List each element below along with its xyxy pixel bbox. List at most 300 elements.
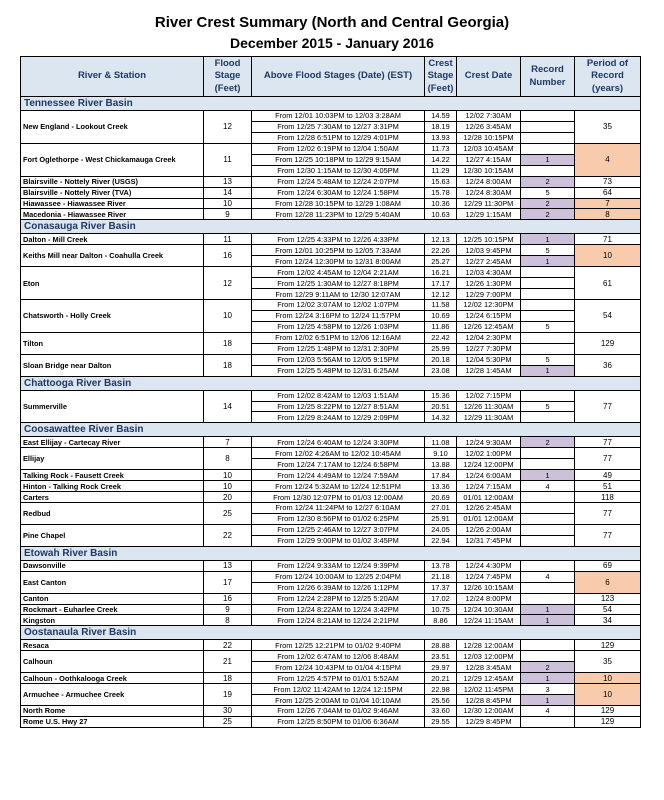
table-row — [21, 187, 641, 198]
crest-stage: 20.69 — [425, 492, 457, 503]
crest-stage: 22.94 — [425, 535, 457, 546]
station-name: East Canton — [21, 571, 204, 593]
flood-dates: From 12/24 11:24PM to 12/27 6:10AM — [252, 503, 425, 514]
flood-stage: 10 — [204, 300, 252, 333]
period-of-record: 54 — [575, 300, 641, 333]
crest-stage: 9.10 — [425, 448, 457, 459]
basin-name: Oostanaula River Basin — [21, 626, 641, 640]
table-row — [21, 571, 641, 582]
crest-date: 12/29 1:15AM — [457, 209, 521, 220]
record-number: 4 — [521, 571, 575, 582]
flood-stage: 11 — [204, 234, 252, 245]
period-of-record: 4 — [575, 143, 641, 176]
period-of-record: 77 — [575, 390, 641, 423]
crest-stage: 15.63 — [425, 176, 457, 187]
flood-dates: From 12/02 11:42AM to 12/24 12:15PM — [252, 684, 425, 695]
crest-date: 12/28 1:45AM — [457, 365, 521, 376]
basin-row — [21, 97, 641, 111]
flood-stage: 30 — [204, 706, 252, 717]
crest-date: 01/01 12:00AM — [457, 513, 521, 524]
crest-stage: 23.08 — [425, 365, 457, 376]
record-number — [521, 640, 575, 651]
station-name: Carters — [21, 492, 204, 503]
crest-stage: 22.98 — [425, 684, 457, 695]
crest-stage: 13.36 — [425, 481, 457, 492]
period-of-record: 64 — [575, 187, 641, 198]
record-number — [521, 121, 575, 132]
period-of-record: 10 — [575, 684, 641, 706]
flood-stage: 13 — [204, 560, 252, 571]
crest-stage: 13.78 — [425, 560, 457, 571]
flood-dates: From 12/26 6:39AM to 12/26 1:12PM — [252, 582, 425, 593]
station-name: Redbud — [21, 503, 204, 525]
crest-date: 12/03 4:30AM — [457, 267, 521, 278]
crest-date: 12/26 12:45AM — [457, 321, 521, 332]
station-name: Chatsworth - Holly Creek — [21, 300, 204, 333]
crest-stage: 14.59 — [425, 111, 457, 122]
flood-dates: From 12/25 2:00AM to 01/04 10:10AM — [252, 695, 425, 706]
record-number — [521, 343, 575, 354]
table-row — [21, 640, 641, 651]
flood-dates: From 12/02 6:47AM to 12/06 8:48AM — [252, 651, 425, 662]
record-number — [521, 332, 575, 343]
period-of-record: 54 — [575, 604, 641, 615]
flood-stage: 16 — [204, 593, 252, 604]
table-body — [21, 97, 641, 728]
flood-dates: From 12/25 5:48PM to 12/31 6:25AM — [252, 365, 425, 376]
table-row — [21, 470, 641, 481]
crest-date: 12/24 9:30AM — [457, 437, 521, 448]
record-number — [521, 535, 575, 546]
flood-stage: 25 — [204, 503, 252, 525]
crest-stage: 20.21 — [425, 673, 457, 684]
record-number — [521, 111, 575, 122]
flood-stage: 18 — [204, 354, 252, 376]
flood-dates: From 12/25 12:21PM to 01/02 9:40PM — [252, 640, 425, 651]
record-number — [521, 267, 575, 278]
station-name: Kingston — [21, 615, 204, 626]
record-number: 1 — [521, 604, 575, 615]
crest-stage: 33.60 — [425, 706, 457, 717]
station-name: Macedonia - Hiawassee River — [21, 209, 204, 220]
station-name: Summerville — [21, 390, 204, 423]
record-number — [521, 143, 575, 154]
period-of-record: 129 — [575, 716, 641, 727]
col-header-record-number: Record Number — [521, 57, 575, 97]
period-of-record: 34 — [575, 615, 641, 626]
period-of-record: 77 — [575, 448, 641, 470]
record-number: 5 — [521, 401, 575, 412]
station-name: Dalton - Mill Creek — [21, 234, 204, 245]
flood-dates: From 12/30 8:56PM to 01/02 6:25PM — [252, 513, 425, 524]
crest-stage: 22.26 — [425, 245, 457, 256]
flood-stage: 9 — [204, 604, 252, 615]
table-row — [21, 560, 641, 571]
crest-date: 12/29 8:45PM — [457, 716, 521, 727]
crest-date: 12/02 1:00PM — [457, 448, 521, 459]
flood-dates: From 12/24 8:22AM to 12/24 3:42PM — [252, 604, 425, 615]
table-row — [21, 615, 641, 626]
record-number — [521, 300, 575, 311]
period-of-record: 6 — [575, 571, 641, 593]
flood-dates: From 12/28 10:15PM to 12/29 1:08AM — [252, 198, 425, 209]
crest-stage: 25.99 — [425, 343, 457, 354]
flood-stage: 22 — [204, 524, 252, 546]
flood-dates: From 12/24 9:33AM to 12/24 9:39PM — [252, 560, 425, 571]
col-header-period-of-record: Period of Record (years) — [575, 57, 641, 97]
flood-stage: 18 — [204, 332, 252, 354]
flood-dates: From 12/02 4:26AM to 12/02 10:45AM — [252, 448, 425, 459]
flood-stage: 12 — [204, 111, 252, 144]
crest-stage: 27.01 — [425, 503, 457, 514]
record-number — [521, 132, 575, 143]
flood-dates: From 12/02 6:19PM to 12/04 1:50AM — [252, 143, 425, 154]
basin-row — [21, 546, 641, 560]
station-name: North Rome — [21, 706, 204, 717]
period-of-record: 35 — [575, 111, 641, 144]
crest-date: 12/24 7:15AM — [457, 481, 521, 492]
table-row — [21, 198, 641, 209]
table-row — [21, 684, 641, 695]
record-number — [521, 310, 575, 321]
flood-dates: From 12/01 10:03PM to 12/03 3:28AM — [252, 111, 425, 122]
record-number: 1 — [521, 470, 575, 481]
station-name: Tilton — [21, 332, 204, 354]
period-of-record: 8 — [575, 209, 641, 220]
crest-date: 12/03 9:45PM — [457, 245, 521, 256]
record-number: 2 — [521, 198, 575, 209]
record-number — [521, 651, 575, 662]
crest-date: 12/27 2:45AM — [457, 256, 521, 267]
col-header-station: River & Station — [21, 57, 204, 97]
flood-dates: From 12/24 5:32AM to 12/24 12:51PM — [252, 481, 425, 492]
flood-stage: 14 — [204, 390, 252, 423]
crest-date: 12/26 1:30PM — [457, 278, 521, 289]
flood-dates: From 12/25 4:33PM to 12/26 4:33PM — [252, 234, 425, 245]
record-number: 1 — [521, 154, 575, 165]
basin-name: Conasauga River Basin — [21, 220, 641, 234]
crest-stage: 25.91 — [425, 513, 457, 524]
basin-name: Chattooga River Basin — [21, 376, 641, 390]
station-name: Resaca — [21, 640, 204, 651]
flood-dates: From 12/28 6:51PM to 12/29 4:01PM — [252, 132, 425, 143]
station-name: Rockmart - Euharlee Creek — [21, 604, 204, 615]
record-number: 1 — [521, 673, 575, 684]
basin-name: Etowah River Basin — [21, 546, 641, 560]
record-number: 5 — [521, 245, 575, 256]
crest-stage: 10.69 — [425, 310, 457, 321]
record-number: 5 — [521, 321, 575, 332]
station-name: Calhoun — [21, 651, 204, 673]
period-of-record: 118 — [575, 492, 641, 503]
flood-dates: From 12/25 1:30AM to 12/27 8:18PM — [252, 278, 425, 289]
crest-date: 12/24 11:15AM — [457, 615, 521, 626]
record-number — [521, 582, 575, 593]
crest-date: 12/02 7:15PM — [457, 390, 521, 401]
flood-stage: 10 — [204, 470, 252, 481]
crest-stage: 10.63 — [425, 209, 457, 220]
period-of-record: 69 — [575, 560, 641, 571]
flood-dates: From 12/02 8:42AM to 12/03 1:51AM — [252, 390, 425, 401]
record-number — [521, 448, 575, 459]
table-row — [21, 245, 641, 256]
flood-dates: From 12/02 3:07AM to 12/02 1:07PM — [252, 300, 425, 311]
report-title: River Crest Summary (North and Central Georgia) — [154, 14, 510, 31]
crest-date: 12/28 12:00AM — [457, 640, 521, 651]
record-number: 1 — [521, 615, 575, 626]
station-name: Calhoun - Oothkalooga Creek — [21, 673, 204, 684]
table-row — [21, 706, 641, 717]
crest-stage: 29.55 — [425, 716, 457, 727]
period-of-record: 71 — [575, 234, 641, 245]
flood-stage: 11 — [204, 143, 252, 176]
table-row — [21, 716, 641, 727]
flood-dates: From 12/25 1:48PM to 12/31 2:30PM — [252, 343, 425, 354]
period-of-record: 7 — [575, 198, 641, 209]
crest-date: 01/01 12:00AM — [457, 492, 521, 503]
flood-stage: 19 — [204, 684, 252, 706]
station-name: Keiths Mill near Dalton - Coahulla Creek — [21, 245, 204, 267]
crest-date: 12/24 7:45PM — [457, 571, 521, 582]
table-row — [21, 354, 641, 365]
flood-stage: 21 — [204, 651, 252, 673]
station-name: East Ellijay - Cartecay River — [21, 437, 204, 448]
table-row — [21, 481, 641, 492]
crest-stage: 12.13 — [425, 234, 457, 245]
record-number: 5 — [521, 187, 575, 198]
flood-stage: 22 — [204, 640, 252, 651]
crest-stage: 17.84 — [425, 470, 457, 481]
flood-stage: 16 — [204, 245, 252, 267]
crest-stage: 23.51 — [425, 651, 457, 662]
flood-dates: From 12/25 8:50PM to 01/06 6:36AM — [252, 716, 425, 727]
flood-stage: 18 — [204, 673, 252, 684]
crest-date: 12/02 11:45PM — [457, 684, 521, 695]
table-row — [21, 332, 641, 343]
crest-date: 12/24 6:00AM — [457, 470, 521, 481]
record-number: 2 — [521, 209, 575, 220]
record-number — [521, 513, 575, 524]
station-name: Talking Rock - Fausett Creek — [21, 470, 204, 481]
flood-stage: 17 — [204, 571, 252, 593]
period-of-record: 129 — [575, 640, 641, 651]
crest-date: 12/24 10:30AM — [457, 604, 521, 615]
flood-stage: 10 — [204, 198, 252, 209]
record-number: 3 — [521, 684, 575, 695]
flood-dates: From 12/30 12:07PM to 01/03 12:00AM — [252, 492, 425, 503]
crest-date: 12/24 12:00PM — [457, 459, 521, 470]
flood-dates: From 12/24 12:30PM to 12/31 8:00AM — [252, 256, 425, 267]
crest-stage: 15.78 — [425, 187, 457, 198]
crest-date: 12/03 12:00PM — [457, 651, 521, 662]
basin-row — [21, 423, 641, 437]
flood-stage: 9 — [204, 209, 252, 220]
crest-stage: 17.17 — [425, 278, 457, 289]
flood-dates: From 12/24 6:40AM to 12/24 3:30PM — [252, 437, 425, 448]
header-row — [21, 57, 641, 97]
table-row — [21, 267, 641, 278]
crest-stage: 11.86 — [425, 321, 457, 332]
record-number — [521, 165, 575, 176]
period-of-record: 77 — [575, 524, 641, 546]
basin-row — [21, 220, 641, 234]
record-number: 2 — [521, 176, 575, 187]
crest-stage: 11.58 — [425, 300, 457, 311]
record-number: 1 — [521, 365, 575, 376]
crest-date: 12/26 11:30AM — [457, 401, 521, 412]
table-row — [21, 651, 641, 662]
flood-dates: From 12/28 11:23PM to 12/29 5:40AM — [252, 209, 425, 220]
crest-date: 12/04 2:30PM — [457, 332, 521, 343]
table-row — [21, 234, 641, 245]
basin-name: Coosawattee River Basin — [21, 423, 641, 437]
flood-stage: 25 — [204, 716, 252, 727]
station-name: Blairsville - Nottely River (USGS) — [21, 176, 204, 187]
record-number: 1 — [521, 256, 575, 267]
flood-dates: From 12/25 4:58PM to 12/26 1:03PM — [252, 321, 425, 332]
table-row — [21, 437, 641, 448]
table-row — [21, 143, 641, 154]
crest-date: 12/31 7:45PM — [457, 535, 521, 546]
record-number — [521, 560, 575, 571]
crest-stage: 24.05 — [425, 524, 457, 535]
basin-row — [21, 626, 641, 640]
table-row — [21, 593, 641, 604]
flood-stage: 13 — [204, 176, 252, 187]
station-name: Sloan Bridge near Dalton — [21, 354, 204, 376]
crest-stage: 25.27 — [425, 256, 457, 267]
record-number — [521, 289, 575, 300]
crest-date: 12/26 10:15AM — [457, 582, 521, 593]
crest-stage: 10.36 — [425, 198, 457, 209]
crest-date: 12/26 2:00AM — [457, 524, 521, 535]
record-number — [521, 593, 575, 604]
record-number — [521, 412, 575, 423]
record-number: 1 — [521, 234, 575, 245]
station-name: Hinton - Talking Rock Creek — [21, 481, 204, 492]
record-number — [521, 524, 575, 535]
crest-stage: 13.93 — [425, 132, 457, 143]
record-number: 4 — [521, 706, 575, 717]
crest-date: 12/24 6:15PM — [457, 310, 521, 321]
record-number: 4 — [521, 481, 575, 492]
crest-date: 12/02 7:30AM — [457, 111, 521, 122]
report-header — [0, 0, 664, 56]
flood-dates: From 12/24 2:28PM to 12/25 5:20AM — [252, 593, 425, 604]
flood-dates: From 12/24 10:00AM to 12/25 2:04PM — [252, 571, 425, 582]
period-of-record: 77 — [575, 437, 641, 448]
basin-row — [21, 376, 641, 390]
crest-date: 12/30 10:15AM — [457, 165, 521, 176]
crest-date: 12/28 3:45AM — [457, 662, 521, 673]
period-of-record: 49 — [575, 470, 641, 481]
flood-dates: From 12/25 2:46AM to 12/27 3:07PM — [252, 524, 425, 535]
flood-stage: 14 — [204, 187, 252, 198]
flood-dates: From 12/24 6:30AM to 12/24 1:58PM — [252, 187, 425, 198]
flood-dates: From 12/24 7:17AM to 12/24 6:58PM — [252, 459, 425, 470]
crest-stage: 15.36 — [425, 390, 457, 401]
crest-stage: 10.75 — [425, 604, 457, 615]
period-of-record: 129 — [575, 706, 641, 717]
crest-date: 12/24 8:00PM — [457, 593, 521, 604]
flood-stage: 10 — [204, 481, 252, 492]
table-row — [21, 390, 641, 401]
flood-dates: From 12/29 8:24AM to 12/29 2:09PM — [252, 412, 425, 423]
crest-date: 12/30 12:00AM — [457, 706, 521, 717]
record-number — [521, 390, 575, 401]
record-number: 2 — [521, 437, 575, 448]
record-number — [521, 459, 575, 470]
table-row — [21, 604, 641, 615]
flood-dates: From 12/24 8:21AM to 12/24 2:21PM — [252, 615, 425, 626]
station-name: Ellijay — [21, 448, 204, 470]
table-row — [21, 492, 641, 503]
station-name: Hiawassee - Hiawassee River — [21, 198, 204, 209]
crest-stage: 28.88 — [425, 640, 457, 651]
flood-stage: 12 — [204, 267, 252, 300]
station-name: Armuchee - Armuchee Creek — [21, 684, 204, 706]
station-name: New England - Lookout Creek — [21, 111, 204, 144]
period-of-record: 123 — [575, 593, 641, 604]
crest-stage: 21.18 — [425, 571, 457, 582]
crest-date: 12/04 5:30PM — [457, 354, 521, 365]
crest-stage: 16.21 — [425, 267, 457, 278]
period-of-record: 73 — [575, 176, 641, 187]
record-number — [521, 503, 575, 514]
flood-stage: 20 — [204, 492, 252, 503]
crest-date: 12/02 12:30PM — [457, 300, 521, 311]
flood-dates: From 12/29 9:00PM to 01/02 3:45PM — [252, 535, 425, 546]
station-name: Blairsville - Nottely River (TVA) — [21, 187, 204, 198]
table-row — [21, 673, 641, 684]
report-subtitle: December 2015 - January 2016 — [230, 35, 434, 51]
crest-stage: 11.73 — [425, 143, 457, 154]
crest-stage: 11.29 — [425, 165, 457, 176]
crest-date: 12/25 10:15PM — [457, 234, 521, 245]
crest-date: 12/29 11:30PM — [457, 198, 521, 209]
flood-stage: 7 — [204, 437, 252, 448]
crest-stage: 25.56 — [425, 695, 457, 706]
period-of-record: 51 — [575, 481, 641, 492]
station-name: Pine Chapel — [21, 524, 204, 546]
flood-dates: From 12/24 10:43PM to 01/04 4:15PM — [252, 662, 425, 673]
period-of-record: 10 — [575, 245, 641, 267]
record-number — [521, 492, 575, 503]
river-crest-table — [20, 56, 641, 728]
flood-dates: From 12/25 7:30AM to 12/27 3:31PM — [252, 121, 425, 132]
flood-dates: From 12/01 10:25PM to 12/05 7:33AM — [252, 245, 425, 256]
station-name: Dawsonville — [21, 560, 204, 571]
crest-stage: 8.86 — [425, 615, 457, 626]
crest-date: 12/26 3:45AM — [457, 121, 521, 132]
period-of-record: 35 — [575, 651, 641, 673]
flood-dates: From 12/25 8:22PM to 12/27 8:51AM — [252, 401, 425, 412]
flood-dates: From 12/02 6:51PM to 12/06 12:16AM — [252, 332, 425, 343]
col-header-flood-stage: Flood Stage (Feet) — [204, 57, 252, 97]
table-row — [21, 300, 641, 311]
record-number — [521, 278, 575, 289]
table-row — [21, 503, 641, 514]
table-row — [21, 524, 641, 535]
flood-dates: From 12/26 7:04AM to 01/02 9:46AM — [252, 706, 425, 717]
crest-stage: 14.22 — [425, 154, 457, 165]
flood-stage: 8 — [204, 615, 252, 626]
crest-date: 12/28 10:15PM — [457, 132, 521, 143]
record-number: 2 — [521, 662, 575, 673]
crest-stage: 17.37 — [425, 582, 457, 593]
period-of-record: 10 — [575, 673, 641, 684]
flood-dates: From 12/24 3:16PM to 12/24 11:57PM — [252, 310, 425, 321]
